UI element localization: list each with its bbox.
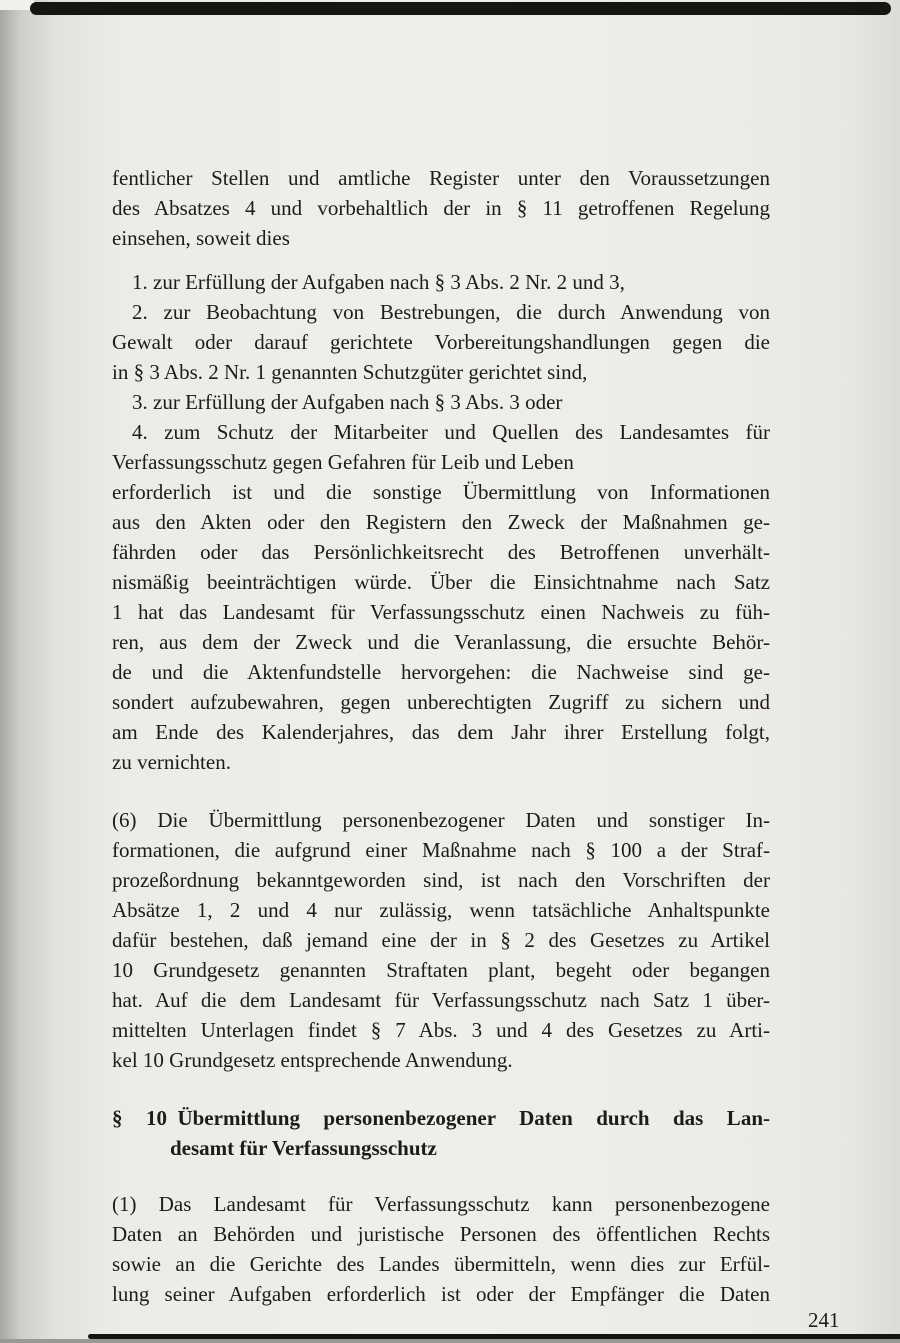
- text-line: zu vernichten.: [112, 750, 231, 774]
- text-line: prozeßordnung bekanntgeworden sind, ist nach den Vorschriften der: [112, 868, 770, 892]
- text-line: 3. zur Erfüllung der Aufgaben nach § 3 Abs. 3 oder: [132, 390, 563, 414]
- text-line: de und die Aktenfundstelle hervorgehen: die Nachweise sind ge-: [112, 660, 770, 684]
- text-line: desamt für Verfassungsschutz: [170, 1136, 437, 1160]
- text-line: ren, aus dem der Zweck und die Veranlassung, die ersuchte Behör-: [112, 630, 770, 654]
- text-line: 1 hat das Landesamt für Verfassungsschutz einen Nachweis zu füh-: [112, 600, 770, 624]
- list-item-4: [112, 417, 770, 477]
- page-number: 241: [808, 1308, 840, 1332]
- text-line: hat. Auf die dem Landesamt für Verfassungsschutz nach Satz 1 über-: [112, 988, 770, 1012]
- text-line: 10 Grundgesetz genannten Straftaten plant, begeht oder begangen: [112, 958, 770, 982]
- text-line: fährden oder das Persönlichkeitsrecht des Betroffenen unverhält-: [112, 540, 770, 564]
- text-line: dafür bestehen, daß jemand eine der in § 2 des Gesetzes zu Artikel: [112, 928, 770, 952]
- text-line: des Absatzes 4 und vorbehaltlich der in § 11 getroffenen Regelung: [112, 196, 770, 220]
- scan-corner-sliver: [0, 0, 34, 10]
- list-item-2: [112, 297, 770, 387]
- list-item-3: [112, 387, 770, 417]
- para-absatz-6: [112, 805, 770, 1075]
- document-body: [112, 163, 770, 1309]
- para-absatz-1: [112, 1189, 770, 1309]
- text-line: einsehen, soweit dies: [112, 226, 290, 250]
- scan-edge-bottom-shade: [0, 1339, 900, 1343]
- para-erforderlich: [112, 477, 770, 777]
- text-line: 1. zur Erfüllung der Aufgaben nach § 3 Abs. 2 Nr. 2 und 3,: [132, 270, 625, 294]
- text-line: mittelten Unterlagen findet § 7 Abs. 3 und 4 des Gesetzes zu Arti-: [112, 1018, 770, 1042]
- para-continuation-top: [112, 163, 770, 253]
- scan-edge-top: [30, 2, 891, 15]
- text-line: lung seiner Aufgaben erforderlich ist oder der Empfänger die Daten: [112, 1282, 770, 1306]
- text-line: (1) Das Landesamt für Verfassungsschutz kann personenbezogene: [112, 1192, 770, 1216]
- text-line: Verfassungsschutz gegen Gefahren für Leib und Leben: [112, 450, 574, 474]
- text-line: Gewalt oder darauf gerichtete Vorbereitungshandlungen gegen die: [112, 330, 770, 354]
- text-line: erforderlich ist und die sonstige Übermittlung von Informationen: [112, 480, 770, 504]
- text-line: nismäßig beeinträchtigen würde. Über die Einsichtnahme nach Satz: [112, 570, 770, 594]
- text-line: am Ende des Kalenderjahres, das dem Jahr ihrer Erstellung folgt,: [112, 720, 770, 744]
- text-line: § 10 Übermittlung personenbezogener Daten durch das Lan-: [112, 1106, 770, 1130]
- text-line: sowie an die Gerichte des Landes übermitteln, wenn dies zur Erfül-: [112, 1252, 770, 1276]
- text-line: in § 3 Abs. 2 Nr. 1 genannten Schutzgüter gerichtet sind,: [112, 360, 588, 384]
- text-line: formationen, die aufgrund einer Maßnahme nach § 100 a der Straf-: [112, 838, 770, 862]
- text-line: aus den Akten oder den Registern den Zweck der Maßnahmen ge-: [112, 510, 770, 534]
- text-line: sondert aufzubewahren, gegen unberechtigten Zugriff zu sichern und: [112, 690, 770, 714]
- text-line: kel 10 Grundgesetz entsprechende Anwendung.: [112, 1048, 513, 1072]
- text-line: 4. zum Schutz der Mitarbeiter und Quellen des Landesamtes für: [132, 420, 770, 444]
- text-line: 2. zur Beobachtung von Bestrebungen, die durch Anwendung von: [132, 300, 770, 324]
- text-line: fentlicher Stellen und amtliche Register unter den Voraussetzungen: [112, 166, 770, 190]
- heading-paragraph-10: [112, 1103, 770, 1163]
- text-line: (6) Die Übermittlung personenbezogener Daten und sonstiger In-: [112, 808, 770, 832]
- list-item-1: [112, 267, 770, 297]
- text-line: Daten an Behörden und juristische Personen des öffentlichen Rechts: [112, 1222, 770, 1246]
- text-line: Absätze 1, 2 und 4 nur zulässig, wenn tatsächliche Anhaltspunkte: [112, 898, 770, 922]
